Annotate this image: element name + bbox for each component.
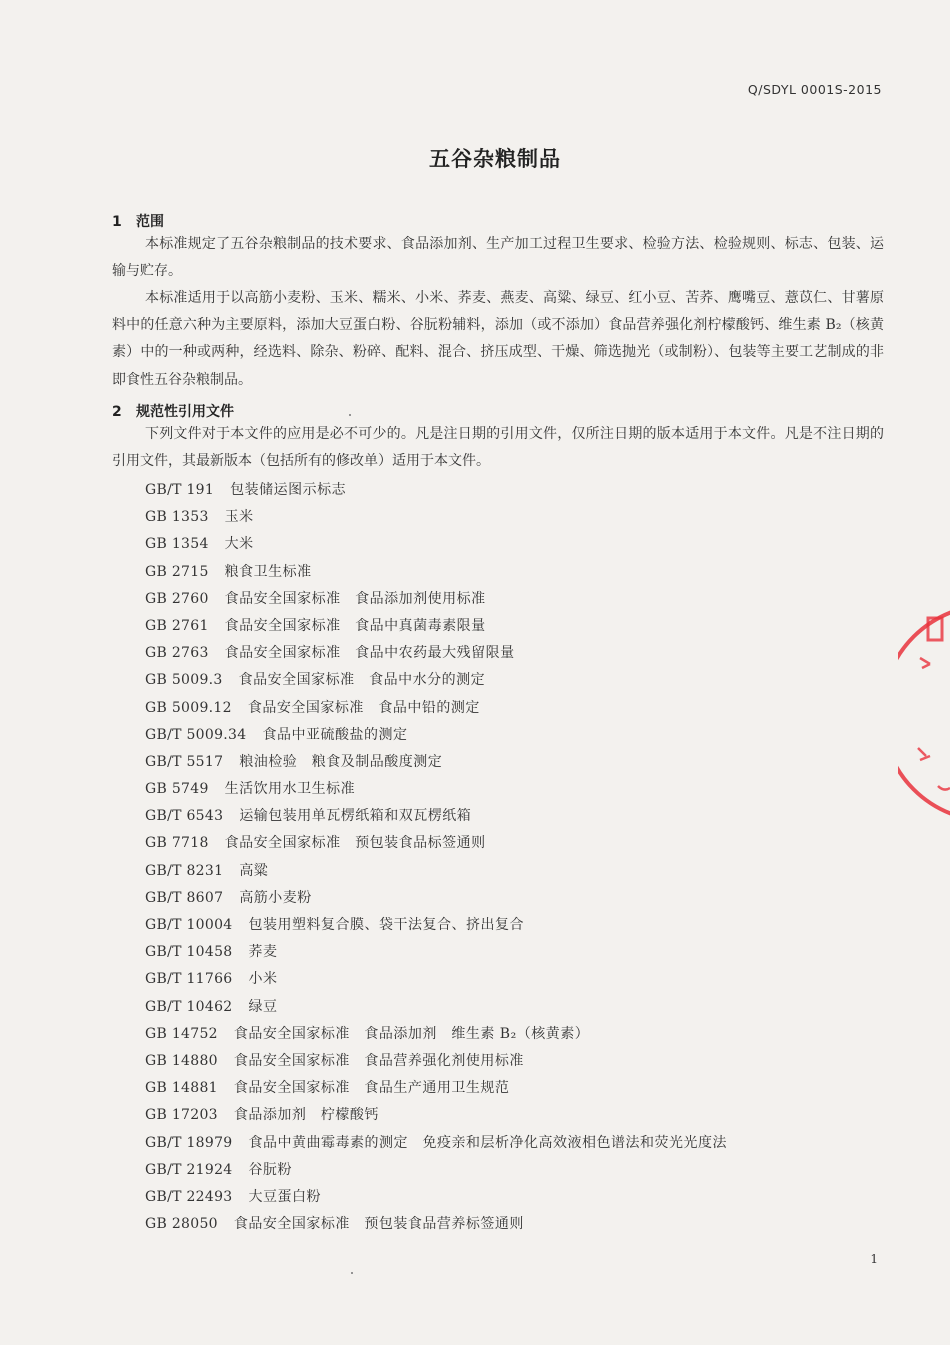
reference-item	[145, 1184, 727, 1211]
reference-item	[145, 912, 727, 939]
scan-speck	[351, 1272, 353, 1274]
reference-name: 包装用塑料复合膜、袋干法复合、挤出复合	[248, 917, 525, 933]
section-1-paragraph-1: 本标准规定了五谷杂粮制品的技术要求、食品添加剂、生产加工过程卫生要求、检验方法、检验规则、标志、包装、运输与贮存。	[112, 236, 884, 280]
reference-code: GB 5009.12	[145, 699, 232, 716]
reference-item	[145, 966, 727, 993]
reference-code: GB 14881	[145, 1080, 218, 1097]
reference-item	[145, 640, 727, 667]
reference-name: 粮油检验 粮食及制品酸度测定	[239, 753, 443, 770]
reference-name: 食品安全国家标准 食品中铅的测定	[247, 699, 480, 716]
reference-code: GB/T 11766	[145, 971, 233, 988]
section-1-number: 1	[112, 214, 122, 230]
reference-item	[145, 803, 727, 830]
reference-name: 玉米	[224, 509, 254, 526]
seal-character-mark	[918, 748, 930, 760]
reference-code: GB 1354	[145, 536, 209, 553]
reference-code: GB/T 10462	[145, 998, 233, 1015]
reference-code: GB 14752	[145, 1025, 218, 1042]
reference-name: 包装储运图示标志	[230, 482, 347, 498]
document-title: 五谷杂粮制品	[429, 147, 561, 171]
section-2-paragraph-1: 下列文件对于本文件的应用是必不可少的。凡是注日期的引用文件，仅所注日期的版本适用于本文件。凡是不注日期的引用文件，其最新版本（包括所有的修改单）适用于本文件。	[112, 426, 884, 470]
reference-item	[145, 749, 727, 776]
reference-code: GB/T 18979	[145, 1134, 233, 1151]
reference-code: GB 28050	[145, 1216, 218, 1233]
reference-item	[145, 994, 727, 1021]
reference-item	[145, 695, 727, 722]
reference-code: GB/T 22493	[145, 1188, 233, 1205]
reference-item	[145, 613, 727, 640]
reference-item	[145, 885, 727, 912]
reference-code: GB/T 8607	[145, 889, 224, 906]
reference-item	[145, 858, 727, 885]
reference-code: GB 17203	[145, 1107, 218, 1124]
section-1-paragraph-2: 本标准适用于以高筋小麦粉、玉米、糯米、小米、荞麦、燕麦、高粱、绿豆、红小豆、苦荞、鹰嘴豆、薏苡仁、甘薯原料中的任意六种为主要原料，添加大豆蛋白粉、谷朊粉辅料，添加（或不添加）食品营养强化剂柠檬酸钙、维生素 B₂（核黄素）中的一种或两种，经选料、除杂、粉碎、配料、混合、挤压成型、干燥、筛选抛光（或制粉）、包装等主要工艺制成的非即食性五谷杂粮制品。	[112, 290, 884, 388]
reference-code: GB 2761	[145, 617, 209, 634]
standard-code: Q/SDYL 0001S-2015	[747, 82, 882, 97]
reference-code: GB/T 8231	[145, 862, 224, 879]
reference-name: 高筋小麦粉	[239, 889, 312, 906]
reference-name: 粮食卫生标准	[224, 563, 312, 580]
reference-item	[145, 1075, 727, 1102]
page-number: 1	[870, 1252, 878, 1266]
reference-code: GB 2715	[145, 563, 209, 580]
reference-item	[145, 830, 727, 857]
reference-code: GB/T 10458	[145, 944, 233, 961]
reference-item	[145, 1102, 727, 1129]
reference-name: 食品安全国家标准 食品中农药最大残留限量	[224, 645, 515, 662]
reference-name: 生活饮用水卫生标准	[224, 781, 356, 798]
reference-item	[145, 939, 727, 966]
reference-name: 食品安全国家标准 食品中水分的测定	[238, 672, 486, 689]
reference-name: 食品添加剂 柠檬酸钙	[233, 1107, 379, 1124]
reference-code: GB/T 5517	[145, 753, 224, 770]
scan-speck	[349, 414, 351, 416]
reference-name: 食品安全国家标准 食品中真菌毒素限量	[224, 617, 486, 634]
reference-item	[145, 586, 727, 613]
reference-code: GB/T 191	[145, 482, 215, 498]
reference-item	[145, 722, 727, 749]
reference-code: GB/T 10004	[145, 917, 233, 933]
reference-name: 大米	[224, 536, 254, 553]
section-1-title: 范围	[136, 214, 164, 230]
reference-code: GB 5749	[145, 781, 209, 798]
reference-code: GB/T 6543	[145, 808, 224, 825]
reference-code: GB 2760	[145, 590, 209, 607]
section-2-heading	[112, 401, 234, 421]
reference-code: GB 7718	[145, 835, 209, 852]
seal-character-mark	[938, 786, 950, 790]
reference-item	[145, 1130, 727, 1157]
reference-name: 谷朊粉	[248, 1161, 293, 1178]
reference-name: 高粱	[239, 862, 269, 879]
reference-code: GB/T 5009.34	[145, 726, 247, 743]
reference-name: 食品安全国家标准 食品添加剂 维生素 B₂（核黄素）	[233, 1025, 590, 1042]
reference-name: 荞麦	[248, 944, 278, 961]
reference-item	[145, 477, 727, 504]
reference-item	[145, 504, 727, 531]
reference-item	[145, 776, 727, 803]
reference-item	[145, 1211, 727, 1238]
reference-name: 食品中亚硫酸盐的测定	[262, 726, 408, 743]
reference-item	[145, 1021, 727, 1048]
reference-list	[145, 477, 727, 1238]
reference-name: 食品安全国家标准 食品添加剂使用标准	[224, 590, 486, 607]
reference-name: 食品安全国家标准 食品营养强化剂使用标准	[233, 1052, 524, 1069]
reference-name: 运输包装用单瓦楞纸箱和双瓦楞纸箱	[239, 808, 472, 825]
reference-name: 食品安全国家标准 食品生产通用卫生规范	[233, 1080, 510, 1097]
reference-item	[145, 531, 727, 558]
seal-character-mark	[920, 658, 930, 668]
section-2-number: 2	[112, 404, 122, 420]
reference-code: GB 5009.3	[145, 672, 223, 689]
red-seal-stamp	[898, 598, 950, 828]
reference-code: GB 2763	[145, 645, 209, 662]
reference-name: 食品中黄曲霉毒素的测定 免疫亲和层析净化高效液相色谱法和荧光光度法	[248, 1134, 728, 1151]
reference-code: GB 14880	[145, 1052, 218, 1069]
reference-name: 食品安全国家标准 预包装食品标签通则	[224, 835, 486, 852]
reference-name: 绿豆	[248, 998, 278, 1015]
section-1-heading	[112, 211, 164, 231]
reference-name: 小米	[248, 971, 278, 988]
reference-item	[145, 559, 727, 586]
reference-item	[145, 1048, 727, 1075]
reference-name: 大豆蛋白粉	[248, 1188, 322, 1205]
reference-item	[145, 1157, 727, 1184]
reference-code: GB/T 21924	[145, 1161, 233, 1178]
reference-name: 食品安全国家标准 预包装食品营养标签通则	[233, 1216, 524, 1233]
reference-code: GB 1353	[145, 509, 209, 526]
section-2-title: 规范性引用文件	[136, 404, 234, 420]
reference-item	[145, 667, 727, 694]
